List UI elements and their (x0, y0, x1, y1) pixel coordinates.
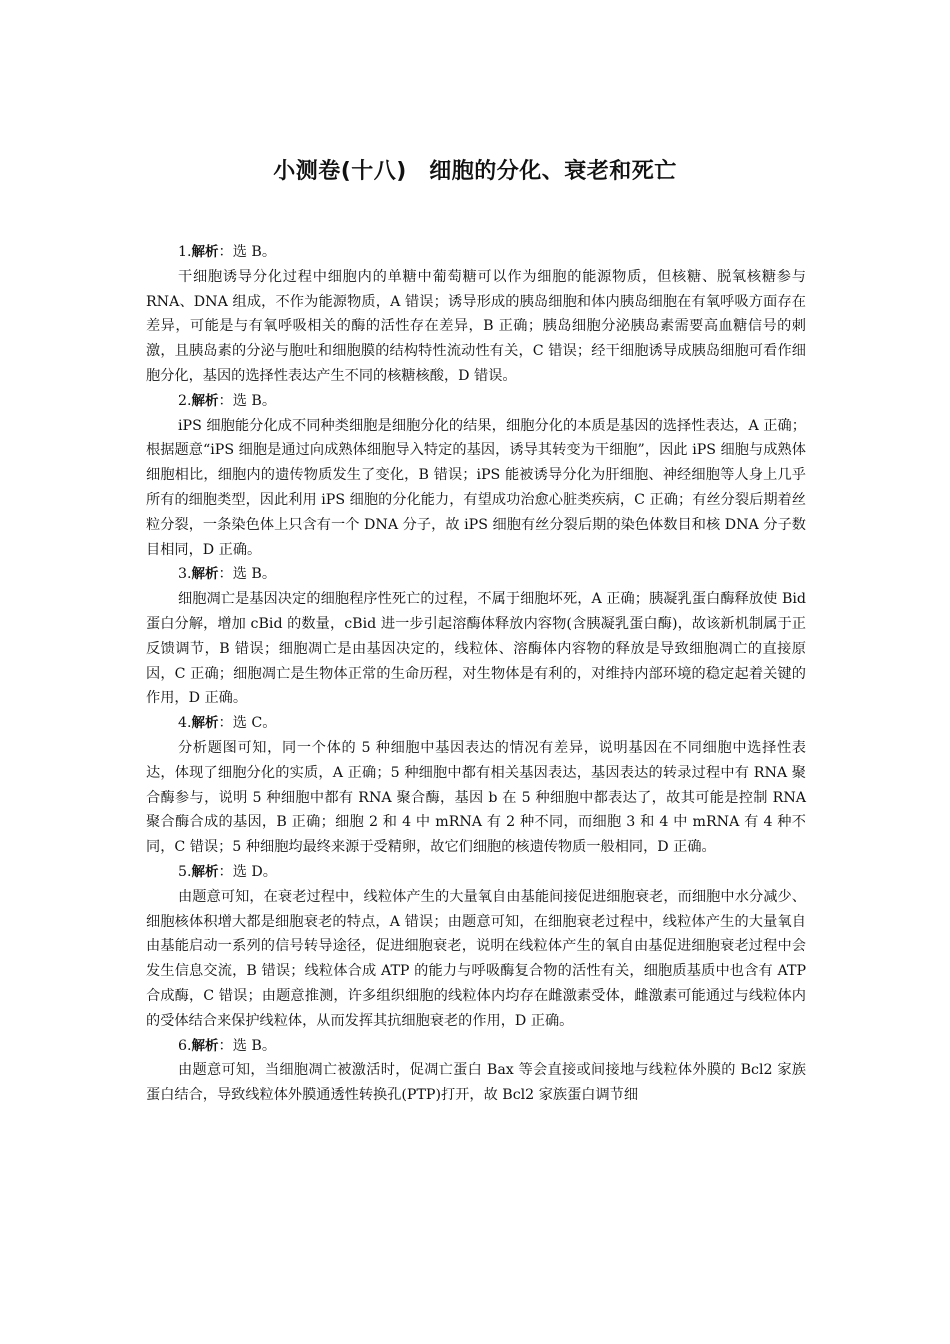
answer-choice: ：选 B。 (218, 244, 277, 260)
analysis-label: 解析 (191, 863, 219, 880)
answer-text-6: 由题意可知，当细胞凋亡被激活时，促凋亡蛋白 Bax 等会直接或间接地与线粒体外膜的 Bcl2 家族蛋白结合，导致线粒体外膜通透性转换孔(PTP)打开，故 Bcl2 家族蛋白调节细 (146, 1062, 806, 1104)
analysis-label: 解析 (191, 244, 219, 260)
question-number: 6. (178, 1037, 192, 1054)
answer-text-1: 干细胞诱导分化过程中细胞内的单糖中葡萄糖可以作为细胞的能源物质，但核糖、脱氧核糖参与 RNA、DNA 组成，不作为能源物质，A 错误；诱导形成的胰岛细胞和体内胰岛细胞在有氧呼吸方面存在差异，可能是与有氧呼吸相关的酶的活性存在差异，B 正确；胰岛细胞分泌胰岛素需要高血糖信号的刺激，且胰岛素的分泌与胞吐和细胞膜的结构特性流动性有关，C 错误；经干细胞诱导成胰岛细胞可看作细胞分化，基因的选择性表达产生不同的核糖核酸，D 错误。 (146, 268, 806, 384)
answer-header-4 (146, 711, 806, 736)
page-title: 小测卷(十八) 细胞的分化、衰老和死亡 (273, 159, 677, 184)
question-number: 1. (178, 244, 192, 260)
answer-text-4: 分析题图可知，同一个体的 5 种细胞中基因表达的情况有差异，说明基因在不同细胞中选择性表达，体现了细胞分化的实质，A 正确；5 种细胞中都有相关基因表达，基因表达的转录过程中有 RNA 聚合酶参与，说明 5 种细胞中都有 RNA 聚合酶，基因 b 在 5 种细胞中都表达了，故其可能是控制 RNA 聚合酶合成的基因，B 正确；细胞 2 和 4 中 mRNA 有 2 种不同，而细胞 3 和 4 中 mRNA 有 4 种不同，C 错误；5 种细胞均最终来源于受精卵，故它们细胞的核遗传物质一般相同，D 正确。 (146, 739, 806, 856)
answer-content (146, 240, 806, 1108)
answer-header-3 (146, 562, 806, 587)
answer-header-1 (146, 240, 806, 265)
analysis-label: 解析 (191, 392, 219, 409)
question-number: 5. (178, 863, 192, 880)
answer-choice: ：选 B。 (218, 1037, 277, 1054)
question-number: 4. (178, 715, 192, 732)
answer-header-5 (146, 860, 806, 885)
answer-header-6 (146, 1034, 806, 1059)
answer-header-2 (146, 389, 806, 414)
answer-choice: ：选 B。 (218, 392, 277, 409)
question-number: 2. (178, 392, 192, 409)
question-number: 3. (178, 566, 192, 583)
answer-text-3: 细胞凋亡是基因决定的细胞程序性死亡的过程，不属于细胞坏死，A 正确；胰凝乳蛋白酶释放使 Bid 蛋白分解，增加 cBid 的数量，cBid 进一步引起溶酶体释放内容物(含胰凝乳蛋白酶)，故该新机制属于正反馈调节，B 错误；细胞凋亡是由基因决定的，线粒体、溶酶体内容物的释放是导致细胞凋亡的直接原因，C 正确；细胞凋亡是生物体正常的生命历程，对生物体是有利的，对维持内部环境的稳定起着关键的作用，D 正确。 (146, 591, 806, 707)
answer-choice: ：选 D。 (218, 863, 277, 880)
answer-text-2: iPS 细胞能分化成不同种类细胞是细胞分化的结果，细胞分化的本质是基因的选择性表达，A 正确；根据题意“iPS 细胞是通过向成熟体细胞导入特定的基因，诱导其转变为干细胞”，因此 iPS 细胞与成熟体细胞相比，细胞内的遗传物质发生了变化，B 错误；iPS 能被诱导分化为肝细胞、神经细胞等人身上几乎所有的细胞类型，因此利用 iPS 细胞的分化能力，有望成功治愈心脏类疾病，C 正确；有丝分裂后期着丝粒分裂，一条染色体上只含有一个 DNA 分子，故 iPS 细胞有丝分裂后期的染色体数目和核 DNA 分子数目相同，D 正确。 (146, 417, 806, 558)
answer-choice: ：选 C。 (218, 715, 277, 732)
analysis-label: 解析 (191, 715, 219, 732)
analysis-label: 解析 (191, 566, 219, 583)
answer-choice: ：选 B。 (218, 566, 277, 583)
analysis-label: 解析 (191, 1037, 219, 1054)
answer-text-5: 由题意可知，在衰老过程中，线粒体产生的大量氧自由基能间接促进细胞衰老，而细胞中水分减少、细胞核体积增大都是细胞衰老的特点，A 错误；由题意可知，在细胞衰老过程中，线粒体产生的大量氧自由基能启动一系列的信号转导途径，促进细胞衰老，说明在线粒体产生的氧自由基促进细胞衰老过程中会发生信息交流，B 错误；线粒体合成 ATP 的能力与呼吸酶复合物的活性有关，细胞质基质中也含有 ATP 合成酶，C 错误；由题意推测，许多组织细胞的线粒体内均存在雌激素受体，雌激素可能通过与线粒体内的受体结合来保护线粒体，从而发挥其抗细胞衰老的作用，D 正确。 (146, 888, 806, 1029)
